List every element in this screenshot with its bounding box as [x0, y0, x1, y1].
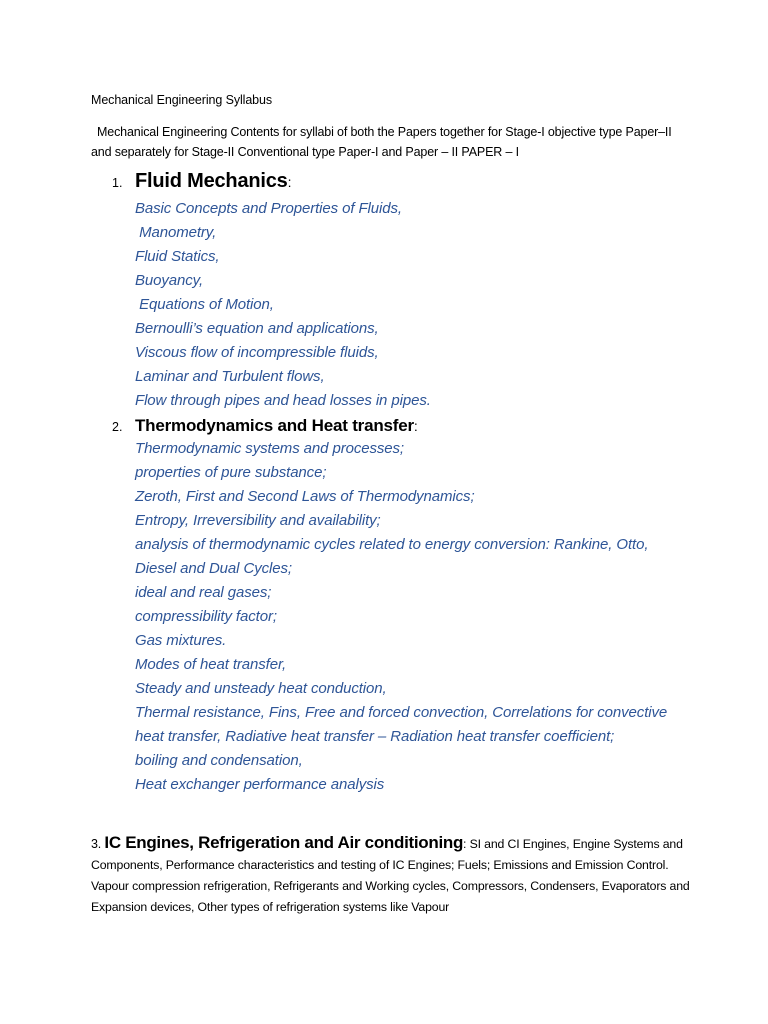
topic-item: ideal and real gases; — [135, 584, 272, 601]
section-title: IC Engines, Refrigeration and Air conditioning — [104, 833, 464, 852]
section-number: 3. — [91, 837, 102, 851]
section-title: Fluid Mechanics — [135, 170, 288, 192]
topic-item: boiling and condensation, — [135, 752, 303, 769]
section-colon: : — [463, 837, 467, 851]
document-title: Mechanical Engineering Syllabus — [91, 93, 273, 107]
section-title: Thermodynamics and Heat transfer — [135, 416, 414, 435]
intro-text: Mechanical Engineering Contents for syllabi of both the Papers together for Stage-I objective type Paper–II and separately for Stage-II Conventional type Paper-I and Paper – II PAPER – I — [91, 125, 672, 159]
topic-item: Zeroth, First and Second Laws of Thermodynamics; — [135, 488, 475, 505]
topic-item: Basic Concepts and Properties of Fluids, — [135, 200, 402, 217]
topic-item: Laminar and Turbulent flows, — [135, 368, 325, 385]
topic-item: Steady and unsteady heat conduction, — [135, 680, 387, 697]
intro-paragraph — [91, 122, 691, 162]
topic-item: Viscous flow of incompressible fluids, — [135, 344, 379, 361]
topic-item: Modes of heat transfer, — [135, 656, 287, 673]
section-number: 1. — [112, 176, 123, 190]
topic-item: compressibility factor; — [135, 608, 277, 625]
section-body: SI and CI Engines, Engine Systems and Components, Performance characteristics and testing of IC Engines; Fuels; Emissions and Emission Control. Vapour compression refrigeration, Refrigerants and Working cycles, Compressors, Condensers, Evaporators and Expansion devices, Other types of refrigeration systems like Vapour — [91, 837, 690, 914]
topic-item: properties of pure substance; — [135, 464, 327, 481]
topic-item: Equations of Motion, — [135, 296, 274, 313]
topic-item: Entropy, Irreversibility and availability; — [135, 512, 381, 529]
topic-item: Flow through pipes and head losses in pipes. — [135, 392, 431, 409]
topic-item: Buoyancy, — [135, 272, 204, 289]
topic-item: Thermodynamic systems and processes; — [135, 440, 405, 457]
section-thermodynamics — [112, 416, 675, 797]
section-heading — [112, 170, 431, 193]
section-colon: : — [413, 418, 418, 434]
section-colon: : — [287, 174, 292, 190]
topic-item: Manometry, — [135, 224, 217, 241]
topic-list — [112, 437, 675, 797]
topic-item: Thermal resistance, Fins, Free and forced convection, Correlations for convective heat transfer, Radiative heat transfer – Radiation heat transfer coefficient; — [135, 704, 668, 745]
section-heading — [112, 416, 675, 436]
topic-item: Gas mixtures. — [135, 632, 227, 649]
topic-list — [112, 197, 431, 413]
section-ic-engines — [91, 832, 691, 918]
section-number: 2. — [112, 420, 123, 434]
topic-item: Fluid Statics, — [135, 248, 220, 265]
topic-item: Heat exchanger performance analysis — [135, 776, 385, 793]
section-fluid-mechanics — [112, 170, 431, 413]
topic-item: Bernoulli’s equation and applications, — [135, 320, 379, 337]
topic-item: analysis of thermodynamic cycles related to energy conversion: Rankine, Otto, Diesel and Dual Cycles; — [135, 536, 649, 577]
